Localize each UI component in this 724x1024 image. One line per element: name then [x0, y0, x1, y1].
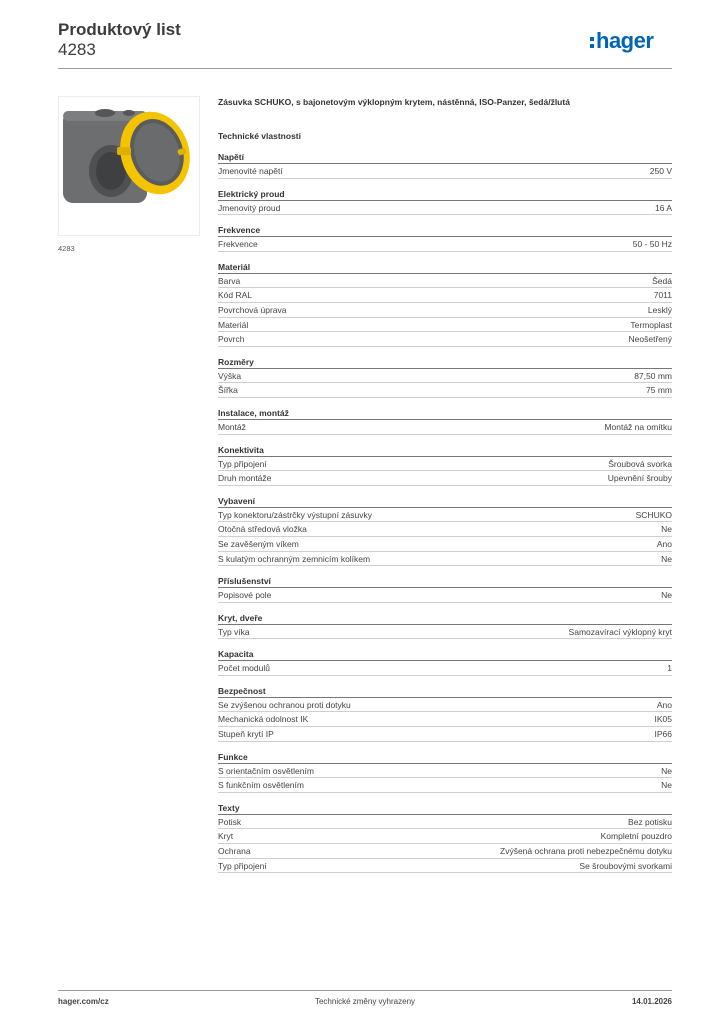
spec-label: Typ víka [218, 626, 250, 637]
spec-group-title: Materiál [218, 261, 672, 274]
spec-value: 250 V [649, 166, 672, 176]
spec-group-title: Příslušenství [218, 575, 672, 588]
spec-value: 50 - 50 Hz [632, 239, 672, 250]
spec-group [218, 575, 672, 603]
spec-value: Šedá [652, 275, 672, 286]
spec-row [218, 764, 672, 779]
spec-label: Jmenovitý proud [218, 202, 281, 213]
spec-group-title: Instalace, montáž [218, 407, 672, 420]
image-caption: 4283 [58, 244, 75, 253]
spec-group [218, 356, 672, 398]
spec-value: Zvýšená ochrana proti nebezpečnému dotyku [500, 846, 672, 857]
spec-value: SCHUKO [635, 509, 672, 520]
spec-group [218, 612, 672, 640]
spec-row [218, 471, 672, 486]
spec-value: Ano [656, 699, 672, 710]
spec-label: Šířka [218, 385, 238, 396]
spec-group-title: Texty [218, 802, 672, 815]
spec-group-title: Frekvence [218, 224, 672, 237]
spec-value: Ne [661, 553, 672, 564]
spec-group-title: Napětí [218, 151, 672, 164]
spec-row [218, 318, 672, 333]
spec-group [218, 407, 672, 435]
spec-value: Ne [661, 590, 672, 601]
spec-label: Mechanická odolnost IK [218, 714, 309, 725]
spec-row [218, 369, 672, 384]
spec-label: Potisk [218, 816, 242, 827]
spec-value: IP66 [654, 729, 672, 740]
spec-label: Jmenovité napětí [218, 166, 283, 176]
spec-label: S funkčním osvětlením [218, 780, 304, 791]
spec-row [218, 778, 672, 793]
spec-group [218, 751, 672, 793]
spec-row [218, 522, 672, 537]
product-image [58, 96, 200, 236]
spec-value: Kompletní pouzdro [600, 831, 672, 842]
header-divider [58, 68, 672, 69]
logo-wordmark: hager [596, 28, 654, 53]
spec-row [218, 712, 672, 727]
spec-label: Počet modulů [218, 663, 270, 674]
spec-label: Otočná středová vložka [218, 524, 307, 535]
spec-value: Neošetřený [628, 334, 672, 345]
spec-value: Montáž na omítku [604, 421, 672, 432]
footer-divider [58, 990, 672, 991]
spec-label: Povrch [218, 334, 245, 345]
spec-row [218, 332, 672, 347]
spec-row [218, 661, 672, 676]
spec-label: Materiál [218, 319, 249, 330]
footer-website: hager.com/cz [58, 997, 109, 1006]
spec-group-title: Konektivita [218, 444, 672, 457]
spec-group-title: Rozměry [218, 356, 672, 369]
spec-group [218, 685, 672, 742]
spec-group [218, 444, 672, 486]
spec-label: Montáž [218, 421, 246, 432]
spec-value: Šroubová svorka [608, 458, 672, 469]
spec-row [218, 457, 672, 472]
spec-group-title: Bezpečnost [218, 685, 672, 698]
footer-notice: Technické změny vyhrazeny [314, 997, 416, 1006]
spec-label: Druh montáže [218, 473, 272, 484]
spec-label: S orientačním osvětlením [218, 765, 314, 776]
spec-value: 75 mm [646, 385, 672, 396]
spec-row [218, 727, 672, 742]
spec-value: Ne [661, 780, 672, 791]
spec-label: Typ konektoru/zástrčky výstupní zásuvky [218, 509, 373, 520]
spec-row [218, 201, 672, 216]
socket-illustration [59, 97, 199, 235]
footer-date: 14.01.2026 [631, 997, 672, 1006]
spec-value: Samozavírací výklopný kryt [568, 626, 672, 637]
spec-row [218, 383, 672, 398]
spec-label: Typ připojení [218, 458, 267, 469]
spec-label: Typ připojení [218, 860, 267, 871]
spec-group-title: Funkce [218, 751, 672, 764]
spec-group [218, 495, 672, 566]
page-footer [58, 997, 672, 1009]
spec-row [218, 237, 672, 252]
product-description: Zásuvka SCHUKO, s bajonetovým výklopným krytem, nástěnná, ISO-Panzer, šedá/žlutá [218, 97, 570, 107]
spec-value: IK05 [654, 714, 672, 725]
spec-value: Upevnění šrouby [607, 473, 672, 484]
spec-label: Kód RAL [218, 290, 253, 301]
spec-value: Lesklý [647, 304, 672, 315]
page-header [58, 20, 672, 70]
spec-value: 16 A [654, 202, 672, 213]
spec-row [218, 588, 672, 603]
spec-row [218, 537, 672, 552]
spec-group [218, 151, 672, 179]
spec-row [218, 815, 672, 830]
spec-group [218, 261, 672, 347]
spec-group [218, 648, 672, 676]
spec-row [218, 164, 672, 179]
spec-group-title: Kapacita [218, 648, 672, 661]
spec-value: 1 [667, 663, 672, 674]
spec-value: 87,50 mm [634, 370, 672, 381]
spec-value: Se šroubovými svorkami [579, 860, 672, 871]
spec-row [218, 859, 672, 874]
spec-row [218, 274, 672, 289]
spec-label: Se zvýšenou ochranou proti dotyku [218, 699, 351, 710]
spec-label: Stupeň krytí IP [218, 729, 274, 740]
spec-label: Ochrana [218, 846, 251, 857]
spec-row [218, 698, 672, 713]
spec-label: Kryt [218, 831, 234, 842]
spec-label: Výška [218, 370, 242, 381]
spec-row [218, 844, 672, 859]
spec-group [218, 224, 672, 252]
spec-row [218, 420, 672, 435]
spec-label: Povrchová úprava [218, 304, 287, 315]
product-number: 4283 [58, 40, 96, 59]
spec-value: Ne [661, 524, 672, 535]
spec-label: S kulatým ochranným zemnicím kolíkem [218, 553, 371, 564]
spec-group-title: Elektrický proud [218, 188, 672, 201]
spec-label: Frekvence [218, 239, 258, 250]
technical-properties-heading: Technické vlastnosti [218, 131, 301, 141]
page-title: Produktový list [58, 20, 181, 39]
spec-group-title: Vybavení [218, 495, 672, 508]
hager-logo [590, 28, 672, 54]
spec-value: Ne [661, 765, 672, 776]
spec-row [218, 829, 672, 844]
spec-label: Popisové pole [218, 590, 272, 601]
spec-group-title: Kryt, dveře [218, 612, 672, 625]
spec-row [218, 508, 672, 523]
spec-value: Termoplast [630, 319, 672, 330]
spec-content [218, 96, 672, 873]
spec-group [218, 188, 672, 216]
spec-row [218, 303, 672, 318]
spec-value: Bez potisku [628, 816, 672, 827]
spec-group [218, 802, 672, 873]
spec-row [218, 288, 672, 303]
spec-groups [218, 151, 672, 873]
spec-row [218, 625, 672, 640]
spec-value: 7011 [653, 290, 672, 301]
spec-row [218, 552, 672, 567]
spec-label: Barva [218, 275, 241, 286]
spec-label: Se zavěšeným víkem [218, 538, 299, 549]
spec-value: Ano [656, 538, 672, 549]
